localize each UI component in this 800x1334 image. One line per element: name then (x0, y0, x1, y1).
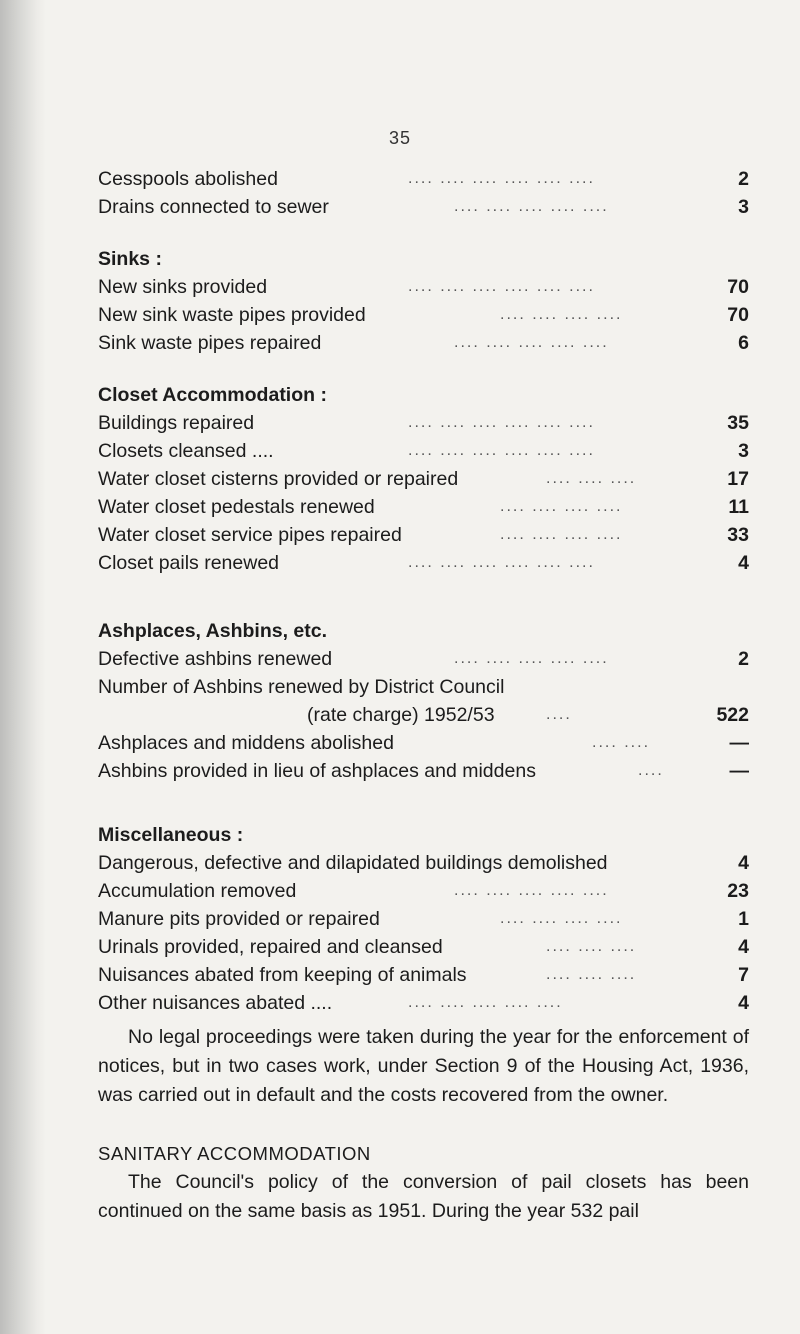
row-value: 11 (728, 496, 749, 518)
leader-dots: .... .... .... .... (500, 526, 623, 543)
row-ashplaces-abolished (98, 729, 749, 757)
row-value: 6 (738, 332, 749, 354)
sanitary-paragraph (98, 1168, 749, 1226)
row-label: New sinks provided (98, 276, 268, 298)
section-heading-sanitary: SANITARY ACCOMMODATION (98, 1143, 371, 1164)
row-drains (98, 193, 749, 221)
leader-dots: .... (546, 706, 572, 723)
row-other-nuisances (98, 989, 749, 1017)
row-label: Cesspools abolished (98, 168, 278, 190)
legal-proceedings-paragraph (98, 1023, 749, 1110)
row-label: New sink waste pipes provided (98, 304, 366, 326)
row-cisterns (98, 465, 749, 493)
leader-dots: .... .... .... .... .... .... (408, 278, 595, 295)
paragraph-text: The Council's policy of the conversion of pail closets has been continued on the same basis as 1951. During the year 532 pail (98, 1171, 749, 1222)
row-label: Ashplaces and middens abolished (98, 732, 394, 754)
row-manure-pits (98, 905, 749, 933)
row-label: Closets cleansed .... (98, 440, 274, 462)
row-label: Defective ashbins renewed (98, 648, 333, 670)
row-value: 4 (738, 552, 749, 574)
leader-dots: .... .... .... .... (500, 910, 623, 927)
leader-dots: .... .... .... .... .... (408, 994, 563, 1011)
row-label: Urinals provided, repaired and cleansed (98, 936, 443, 958)
row-label-continued: (rate charge) 1952/53 (307, 704, 495, 726)
row-closets-cleansed (98, 437, 749, 465)
row-value: 3 (738, 440, 749, 462)
row-value: — (729, 732, 749, 754)
row-ashbins-provided (98, 757, 749, 785)
row-value: — (729, 760, 749, 782)
row-accumulation (98, 877, 749, 905)
row-sink-waste-provided (98, 301, 749, 329)
row-value: 522 (716, 704, 749, 726)
row-label: Buildings repaired (98, 412, 255, 434)
leader-dots: .... .... .... .... .... (454, 882, 609, 899)
row-label: Other nuisances abated .... (98, 992, 333, 1014)
page-number: 35 (388, 128, 412, 148)
row-value: 2 (738, 648, 749, 670)
row-label: Ashbins provided in lieu of ashplaces and middens (98, 760, 536, 782)
row-cesspools (98, 165, 749, 193)
leader-dots: .... .... (592, 734, 651, 751)
row-label: Water closet cisterns provided or repaired (98, 468, 459, 490)
row-value: 70 (727, 304, 749, 326)
row-label: Water closet pedestals renewed (98, 496, 375, 518)
row-urinals (98, 933, 749, 961)
row-ashbins-district-line2 (98, 701, 749, 729)
paragraph-text: No legal proceedings were taken during the year for the enforcement of notices, but in two cases work, under Section 9 of the Housing Act, 1936, was carried out in default and the costs recovered from the owner. (98, 1026, 749, 1106)
row-value: 17 (727, 468, 749, 490)
section-heading-misc: Miscellaneous : (98, 824, 244, 846)
leader-dots: .... .... .... .... .... .... (408, 554, 595, 571)
section-heading-closet: Closet Accommodation : (98, 384, 327, 406)
row-ashbins-district-line1 (98, 673, 749, 701)
section-heading-sinks: Sinks : (98, 248, 162, 270)
report-body (98, 165, 749, 1226)
row-label: Nuisances abated from keeping of animals (98, 964, 467, 986)
row-value: 70 (727, 276, 749, 298)
row-label: Closet pails renewed (98, 552, 280, 574)
row-label: Dangerous, defective and dilapidated buildings demolished (98, 852, 608, 874)
row-value: 2 (738, 168, 749, 190)
leader-dots: .... .... .... .... (500, 498, 623, 515)
leader-dots: .... .... .... .... .... .... (408, 170, 595, 187)
row-label: Number of Ashbins renewed by District Council (98, 676, 505, 698)
row-dangerous-buildings (98, 849, 749, 877)
section-heading-ash: Ashplaces, Ashbins, etc. (98, 620, 328, 642)
row-label: Sink waste pipes repaired (98, 332, 322, 354)
row-value: 3 (738, 196, 749, 218)
row-closet-pails (98, 549, 749, 577)
leader-dots: .... .... .... .... .... .... (408, 442, 595, 459)
row-buildings-repaired (98, 409, 749, 437)
leader-dots: .... .... .... .... .... .... (408, 414, 595, 431)
row-value: 23 (727, 880, 749, 902)
row-value: 4 (738, 936, 749, 958)
row-value: 1 (738, 908, 749, 930)
row-label: Water closet service pipes repaired (98, 524, 402, 546)
row-label: Manure pits provided or repaired (98, 908, 380, 930)
row-value: 7 (738, 964, 749, 986)
row-service-pipes (98, 521, 749, 549)
leader-dots: .... .... .... (546, 470, 637, 487)
page-edge-shadow (0, 0, 46, 1334)
leader-dots: .... .... .... .... .... (454, 334, 609, 351)
leader-dots: .... .... .... .... .... (454, 650, 609, 667)
row-label: Drains connected to sewer (98, 196, 329, 218)
leader-dots: .... .... .... .... (500, 306, 623, 323)
leader-dots: .... (638, 762, 664, 779)
leader-dots: .... .... .... (546, 966, 637, 983)
row-value: 4 (738, 852, 749, 874)
row-nuisances-animals (98, 961, 749, 989)
row-new-sinks (98, 273, 749, 301)
row-pedestals (98, 493, 749, 521)
row-label: Accumulation removed (98, 880, 297, 902)
leader-dots: .... .... .... .... .... (454, 198, 609, 215)
row-value: 4 (738, 992, 749, 1014)
row-defective-ashbins (98, 645, 749, 673)
row-value: 33 (727, 524, 749, 546)
row-value: 35 (727, 412, 749, 434)
leader-dots: .... .... .... (546, 938, 637, 955)
row-sink-waste-repaired (98, 329, 749, 357)
